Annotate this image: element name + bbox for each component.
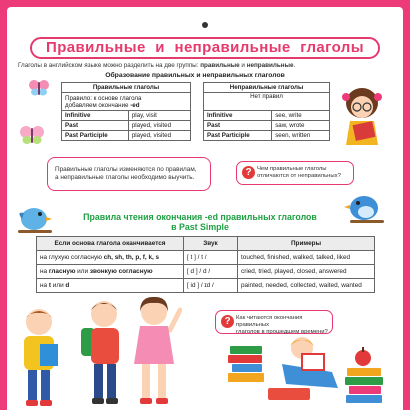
border-dot — [352, 11, 355, 14]
border-dot — [264, 11, 267, 14]
border-dot — [32, 11, 35, 14]
table-row — [37, 279, 375, 293]
table-row — [62, 131, 191, 141]
border-dot — [384, 11, 387, 14]
border-dot — [216, 11, 219, 14]
border-dot — [328, 11, 331, 14]
sound-cell: [ id ] / ɪd / — [184, 279, 238, 293]
border-dot — [96, 11, 99, 14]
row-label: Past Participle — [204, 131, 272, 141]
row-label: Past — [62, 121, 129, 131]
rule-note-box — [47, 157, 211, 191]
condition-cell: на глухую согласную ch, sh, th, p, f, k, s — [37, 251, 184, 265]
rule-note-line: Правильные глаголы изменяются по правилам, — [55, 166, 197, 173]
endings-title: Правила чтения окончания -ed правильных глаголов в Past Simple — [83, 212, 317, 232]
pin-icon — [202, 22, 208, 28]
question-box-1 — [236, 161, 354, 185]
border-dot — [296, 11, 299, 14]
row-label: Past Participle — [62, 131, 129, 141]
border-dot — [184, 11, 187, 14]
question-mark-icon: ? — [221, 315, 234, 328]
border-dot — [288, 11, 291, 14]
border-dot — [48, 11, 51, 14]
regular-rule-cell: Правило: к основе глагола добавляем окончание -ed — [62, 93, 191, 111]
girl-reading-icon — [332, 85, 392, 147]
rule-note-line: а неправильные глаголы необходимо выучить. — [55, 174, 195, 181]
border-dot — [208, 11, 211, 14]
border-dot — [240, 11, 243, 14]
table-row — [204, 131, 330, 141]
border-dot — [256, 11, 259, 14]
irregular-verbs-table — [203, 82, 330, 141]
row-value: played, visited — [128, 121, 190, 131]
border-dot — [80, 11, 83, 14]
border-dot — [224, 11, 227, 14]
table-row — [204, 111, 330, 121]
table-row — [62, 111, 191, 121]
border-dot — [336, 11, 339, 14]
books-and-apple-icon — [343, 346, 385, 404]
border-dot — [112, 11, 115, 14]
examples-cell: touched, finished, walked, talked, liked — [238, 251, 375, 265]
border-dot — [56, 11, 59, 14]
column-header: Если основа глагола оканчивается — [37, 237, 184, 251]
sound-cell: [ t ] / t / — [184, 251, 238, 265]
column-header: Звук — [184, 237, 238, 251]
border-dot — [312, 11, 315, 14]
border-dot — [344, 11, 347, 14]
border-dot — [200, 11, 203, 14]
border-dot — [392, 11, 395, 14]
book-stack-icon — [226, 342, 266, 388]
table-row — [62, 121, 191, 131]
border-dot — [360, 11, 363, 14]
border-dot — [120, 11, 123, 14]
ed-endings-table — [36, 236, 375, 293]
boy-with-backpack-icon — [75, 296, 133, 408]
girl-waving-icon — [126, 294, 182, 408]
border-dot — [152, 11, 155, 14]
condition-cell: на t или d — [37, 279, 184, 293]
row-value: played, visited — [128, 131, 190, 141]
border-dot — [128, 11, 131, 14]
butterfly-icon — [28, 79, 50, 97]
border-dot — [272, 11, 275, 14]
border-dot — [88, 11, 91, 14]
table-row — [37, 251, 375, 265]
border-dot — [232, 11, 235, 14]
examples-cell: cried, tried, played, closed, answered — [238, 265, 375, 279]
row-value: see, write — [272, 111, 330, 121]
boy-with-book-icon — [14, 304, 64, 408]
irregular-rule-cell: Нет правил — [204, 93, 330, 111]
regular-verbs-table — [61, 82, 191, 141]
question-line: глаголов в прошедшем времени? — [236, 329, 328, 335]
border-dot — [104, 11, 107, 14]
row-value: play, visit — [128, 111, 190, 121]
border-dot — [24, 11, 27, 14]
border-dot — [368, 11, 371, 14]
border-dot — [304, 11, 307, 14]
row-label: Past — [204, 121, 272, 131]
border-dot — [248, 11, 251, 14]
question-mark-icon: ? — [242, 166, 255, 179]
butterfly-icon — [20, 124, 44, 146]
border-dot — [64, 11, 67, 14]
border-dot — [320, 11, 323, 14]
irregular-table-header: Неправильные глаголы — [204, 83, 330, 93]
question-line: Чем правильные глаголы — [257, 166, 327, 172]
intro-text: Глаголы в английском языке можно разделить на две группы: правильные и неправильные. — [18, 62, 296, 69]
border-dot — [280, 11, 283, 14]
formation-title: Образование правильных и неправильных глаголов — [105, 72, 285, 79]
examples-cell: painted, needed, collected, waited, wanted — [238, 279, 375, 293]
border-dot — [376, 11, 379, 14]
table-row — [204, 121, 330, 131]
question-line: отличаются от неправильных? — [257, 173, 341, 179]
border-dot — [144, 11, 147, 14]
sound-cell: [ d ] / d / — [184, 265, 238, 279]
row-label: Infinitive — [62, 111, 129, 121]
row-value: seen, written — [272, 131, 330, 141]
border-dot — [160, 11, 163, 14]
border-dot — [136, 11, 139, 14]
row-label: Infinitive — [204, 111, 272, 121]
border-dot — [168, 11, 171, 14]
question-line: Как читаются окончания правильных — [236, 315, 303, 328]
girl-reading-lying-icon — [262, 334, 346, 404]
border-dot — [192, 11, 195, 14]
regular-table-header: Правильные глаголы — [62, 83, 191, 93]
page-title: Правильные и неправильные глаголы — [30, 37, 380, 59]
border-dot — [72, 11, 75, 14]
bird-icon — [16, 203, 52, 235]
column-header: Примеры — [238, 237, 375, 251]
dots-border-decoration — [14, 10, 396, 22]
question-box-2 — [215, 310, 333, 334]
bird-icon — [344, 190, 384, 226]
border-dot — [16, 11, 19, 14]
table-row — [37, 265, 375, 279]
border-dot — [176, 11, 179, 14]
border-dot — [40, 11, 43, 14]
condition-cell: на гласную или звонкую согласную — [37, 265, 184, 279]
row-value: saw, wrote — [272, 121, 330, 131]
